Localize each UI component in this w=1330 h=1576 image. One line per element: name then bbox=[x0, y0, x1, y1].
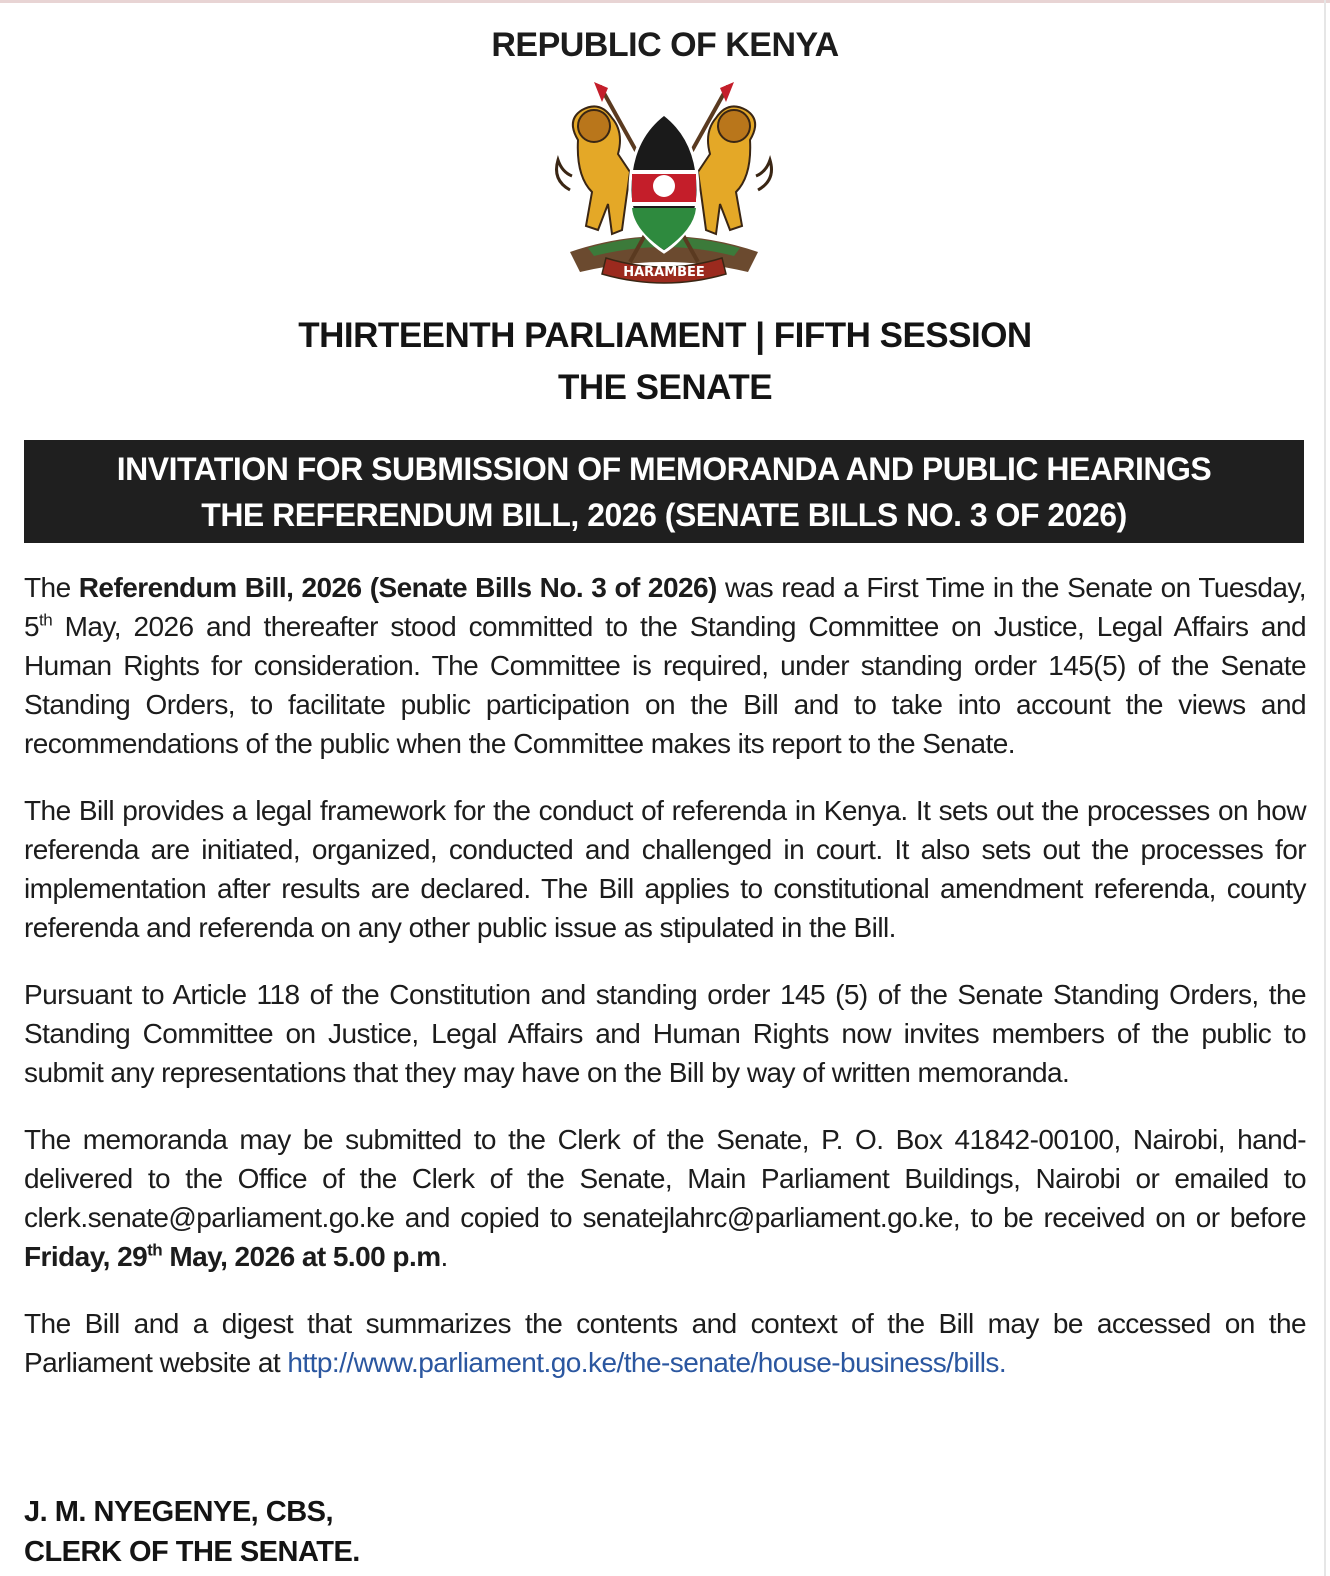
parliament-session: THIRTEENTH PARLIAMENT | FIFTH SESSION bbox=[298, 316, 1032, 355]
svg-text:HARAMBEE: HARAMBEE bbox=[623, 265, 705, 280]
top-border bbox=[0, 0, 1330, 3]
notice-body bbox=[24, 568, 1306, 1410]
deadline: Friday, 29th May, 2026 at 5.00 p.m bbox=[24, 1240, 441, 1272]
republic-heading: REPUBLIC OF KENYA bbox=[491, 26, 839, 64]
paragraph-website: The Bill and a digest that summarizes the contents and context of the Bill may be accessed on the Parliament website at http://www.parliament.go.ke/the-senate/house-business/bills. bbox=[24, 1308, 1306, 1378]
bill-name: Referendum Bill, 2026 (Senate Bills No. 3 of 2026) bbox=[78, 572, 717, 603]
right-border bbox=[1324, 0, 1326, 1576]
banner-line-2: THE REFERENDUM BILL, 2026 (SENATE BILLS NO. 3 OF 2026) bbox=[201, 497, 1127, 533]
paragraph-first-reading: The Referendum Bill, 2026 (Senate Bills No. 3 of 2026) was read a First Time in the Senate on Tuesday, 5th May, 2026 and thereafter stood committed to the Standing Committee on Justice, Legal Affairs and Human Rights for consideration. The Committee is required, under standing order 145(5) of the Senate Standing Orders, to facilitate public participation on the Bill and to take into account the views and recommendations of the public when the Committee makes its report to the Senate. bbox=[24, 572, 1306, 759]
kenya-coat-of-arms-icon bbox=[548, 80, 780, 286]
bills-website-link[interactable]: http://www.parliament.go.ke/the-senate/house-business/bills. bbox=[287, 1347, 1007, 1378]
paragraph-invitation: Pursuant to Article 118 of the Constitution and standing order 145 (5) of the Senate Standing Orders, the Standing Committee on Justice, Legal Affairs and Human Rights now invites members of the public to submit any representations that they may have on the Bill by way of written memoranda. bbox=[24, 979, 1306, 1088]
parliament-heading bbox=[0, 310, 1330, 414]
paragraph-bill-purpose: The Bill provides a legal framework for the conduct of referenda in Kenya. It sets out the processes on how referenda are initiated, organized, conducted and challenged in court. It also sets out the processes for implementation after results are declared. The Bill applies to constitutional amendment referenda, county referenda and referenda on any other public issue as stipulated in the Bill. bbox=[24, 795, 1306, 943]
house-name: THE SENATE bbox=[557, 368, 773, 407]
banner-line-1: INVITATION FOR SUBMISSION OF MEMORANDA AND PUBLIC HEARINGS bbox=[116, 451, 1212, 487]
signatory-title: CLERK OF THE SENATE. bbox=[24, 1536, 360, 1568]
signature-block bbox=[24, 1492, 724, 1572]
paragraph-submission: The memoranda may be submitted to the Clerk of the Senate, P. O. Box 41842-00100, Nairobi, hand-delivered to the Office of the Clerk of the Senate, Main Parliament Buildings, Nairobi or emailed to clerk.senate@parliament.go.ke and copied to senatejlahrc@parliament.go.ke, to be received on or before Friday, 29th May, 2026 at 5.00 p.m. bbox=[24, 1124, 1306, 1272]
invitation-banner bbox=[24, 440, 1304, 543]
signatory-name: J. M. NYEGENYE, CBS, bbox=[24, 1496, 334, 1528]
